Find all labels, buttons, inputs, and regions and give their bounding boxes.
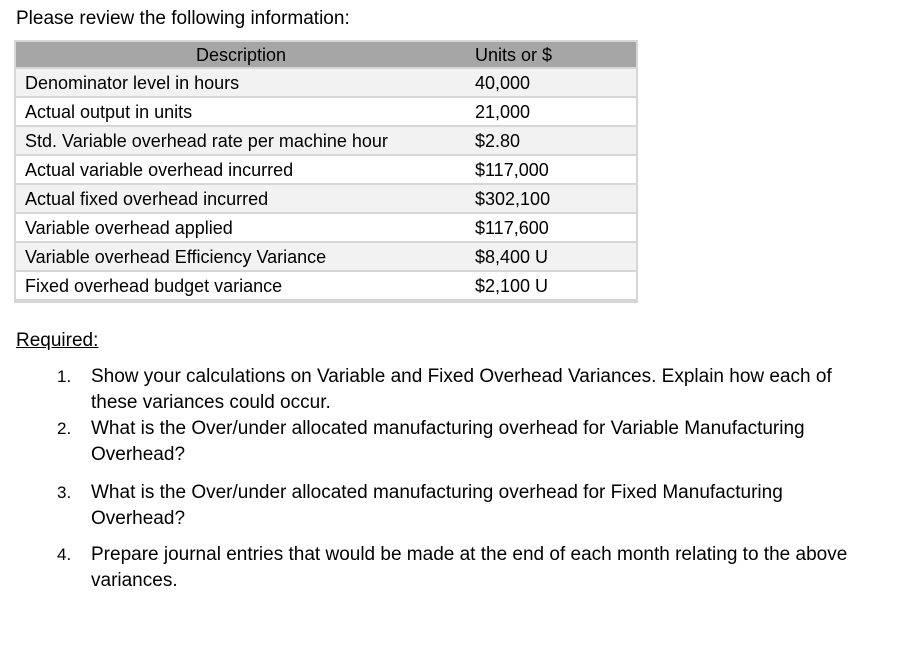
table-row: [16, 126, 636, 155]
table-row: [16, 68, 636, 97]
header-description: Description: [16, 42, 457, 68]
row-label: Actual fixed overhead incurred: [16, 184, 457, 213]
required-list: [57, 364, 877, 594]
item-number: 4.: [57, 545, 72, 564]
row-label: Variable overhead applied: [16, 213, 457, 242]
list-item: [57, 480, 877, 532]
row-label: Denominator level in hours: [16, 68, 457, 97]
table-row: [16, 184, 636, 213]
intro-text: Please review the following information:: [16, 8, 350, 29]
row-value: $117,000: [457, 155, 636, 184]
data-table: [16, 42, 636, 301]
row-label: Actual output in units: [16, 97, 457, 126]
table-row: [16, 242, 636, 271]
table-row: [16, 97, 636, 126]
item-text: What is the Over/under allocated manufacturing overhead for Fixed Manufacturing Overhead?: [91, 482, 783, 529]
row-value: $302,100: [457, 184, 636, 213]
item-text: What is the Over/under allocated manufacturing overhead for Variable Manufacturing Overhead?: [91, 418, 805, 465]
list-item: [57, 364, 877, 416]
header-units: Units or $: [457, 42, 636, 68]
list-item: [57, 416, 877, 468]
list-item: [57, 542, 877, 594]
item-text: Prepare journal entries that would be made at the end of each month relating to the above variances.: [91, 544, 848, 591]
row-label: Fixed overhead budget variance: [16, 271, 457, 300]
row-value: $117,600: [457, 213, 636, 242]
row-value: $2,100 U: [457, 271, 636, 300]
table-header-row: [16, 42, 636, 68]
row-value: 21,000: [457, 97, 636, 126]
table-row: [16, 213, 636, 242]
row-label: Actual variable overhead incurred: [16, 155, 457, 184]
row-value: $8,400 U: [457, 242, 636, 271]
required-heading: Required:: [16, 330, 99, 351]
item-number: 3.: [57, 483, 72, 502]
table-row: [16, 155, 636, 184]
row-value: 40,000: [457, 68, 636, 97]
item-number: 1.: [57, 367, 72, 386]
table-row: [16, 271, 636, 300]
item-text: Show your calculations on Variable and Fixed Overhead Variances. Explain how each of these variances could occur.: [91, 366, 832, 413]
row-label: Variable overhead Efficiency Variance: [16, 242, 457, 271]
row-label: Std. Variable overhead rate per machine hour: [16, 126, 457, 155]
row-value: $2.80: [457, 126, 636, 155]
item-number: 2.: [57, 419, 72, 438]
